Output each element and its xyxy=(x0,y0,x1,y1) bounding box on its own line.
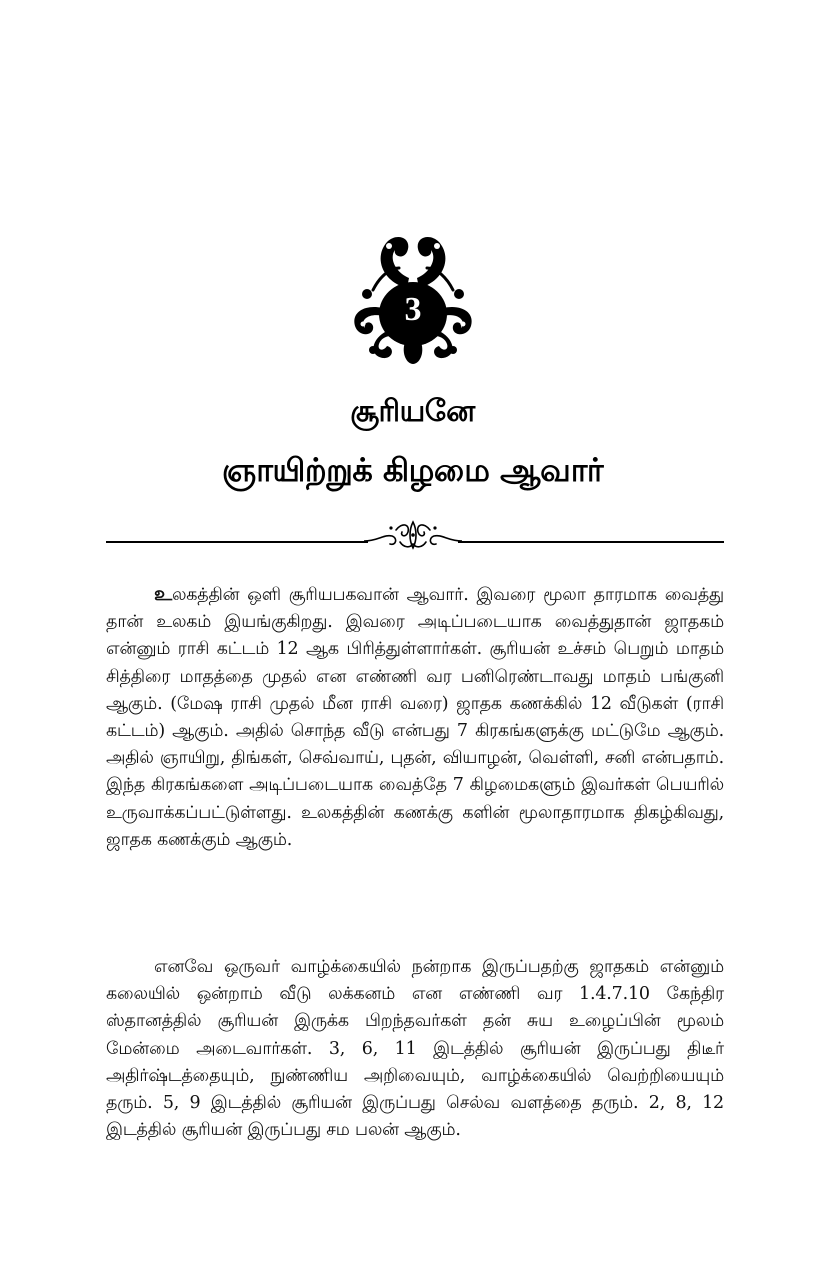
body-paragraph-1 xyxy=(106,580,724,854)
chapter-title-line-2: ஞாயிற்றுக் கிழமை ஆவார் xyxy=(221,451,604,489)
paragraph-2-text: எனவே ஒருவர் வாழ்க்கையில் நன்றாக இருப்பதற்கு ஜாதகம் என்னும் கலையில் ஒன்றாம் வீடு லக்கனம் என எண்ணி வர 1.4.7.10 கேந்திர ஸ்தானத்தில் சூரியன் இருக்க பிறந்தவர்கள் தன் சுய உழைப்பின் மூலம் மேன்மை அடைவார்கள். 3, 6, 11 இடத்தில் சூரியன் இருப்பது திடீர் அதிர்ஷ்டத்தையும், நுண்ணிய அறிவையும், வாழ்க்கையில் வெற்றியையும் தரும். 5, 9 இடத்தில் சூரியன் இருப்பது செல்வ வளத்தை தரும். 2, 8, 12 இடத்தில் சூரியன் இருப்பது சம பலன் ஆகும். xyxy=(106,957,724,1141)
paragraph-first-letter: உ xyxy=(154,581,172,605)
divider-rule-left xyxy=(106,541,368,543)
divider-rule-right xyxy=(458,541,724,543)
chapter-title-line-1: சூரியனே xyxy=(350,394,475,429)
floral-divider-icon xyxy=(364,518,462,552)
chapter-number: 3 xyxy=(404,291,422,328)
body-paragraph-2 xyxy=(106,954,724,1144)
paragraph-1-text: லகத்தின் ஒளி சூரியபகவான் ஆவார். இவரை மூலா தாரமாக வைத்து தான் உலகம் இயங்குகிறது. இவரை அடிப்படையாக வைத்துதான் ஜாதகம் என்னும் ராசி கட்டம் 12 ஆக பிரித்துள்ளார்கள். சூரியன் உச்சம் பெறும் மாதம் சித்திரை மாதத்தை முதல் என எண்ணி வர பனிரெண்டாவது மாதம் பங்குனி ஆகும். (மேஷ ராசி முதல் மீன ராசி வரை) ஜாதக கணக்கில் 12 வீடுகள் (ராசி கட்டம்) ஆகும். அதில் சொந்த வீடு என்பது 7 கிரகங்களுக்கு மட்டுமே ஆகும். அதில் ஞாயிறு, திங்கள், செவ்வாய், புதன், வியாழன், வெள்ளி, சனி என்பதாம். இந்த கிரகங்களை அடிப்படையாக வைத்தே 7 கிழமைகளும் இவர்கள் பெயரில் உருவாக்கப்பட்டுள்ளது. உலகத்தின் கணக்கு களின் மூலாதாரமாக திகழ்கிவது, ஜாதக கணக்கும் ஆகும். xyxy=(106,585,724,850)
